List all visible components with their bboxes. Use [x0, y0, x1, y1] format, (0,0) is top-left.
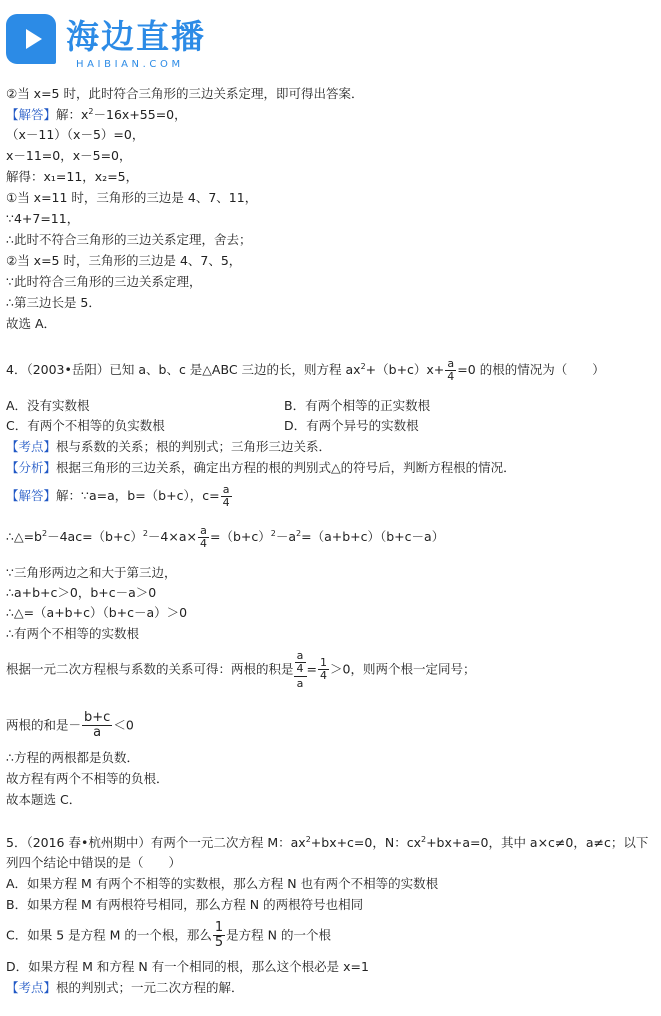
q4-option-d: D．有两个异号的实数根	[284, 418, 419, 433]
play-icon	[6, 14, 56, 64]
q4-discriminant: $\therefore\triangle=b^2-4ac=(b+c)^2-4\times a\times$ $\frac{a}{4}$ $=(b+c)^2-a^2=(a+b+c)(b+c-a)$	[6, 524, 445, 551]
q4-line: ∴a+b+c＞0，b+c－a＞0	[6, 585, 157, 600]
q3-line: ∵4+7=11，	[6, 211, 80, 226]
q3-line: x－11=0，x－5=0，	[6, 148, 132, 163]
q4-line: ∴方程的两根都是负数．	[6, 750, 139, 765]
q4-line: 故方程有两个不相等的负根．	[6, 771, 169, 786]
q4-line: ∴△=（a+b+c）（b+c－a）＞0	[6, 605, 188, 620]
q4-line: ∴有两个不相等的实数根	[6, 626, 139, 641]
q3-line: ①当 x=11 时，三角形的三边是 4、7、11，	[6, 190, 258, 205]
q5-stem: 5．（2016 春•杭州期中）有两个一元二次方程 M：$ax^2+bx+c=0$，N：$cx^2+bx+a=0$，其中 a×c≠0，a≠c；以下	[6, 835, 649, 850]
q4-line: 故本题选 C．	[6, 792, 82, 807]
q3-line: ②当 x=5 时，三角形的三边是 4、7、5，	[6, 253, 242, 268]
fraction-a-over-4: $\frac{a}{4}$	[199, 524, 207, 551]
q5-option-b: B．如果方程 M 有两根符号相同，那么方程 N 的两根符号也相同	[6, 897, 364, 912]
q5-option-c: C．如果 5 是方程 M 的一个根，那么 $\frac{1}{5}$ 是方程 N 的一个根	[6, 920, 331, 951]
q4-line: ∵三角形两边之和大于第三边，	[6, 565, 177, 580]
q4-analysis: 【分析】根据三角形的三边关系，确定出方程的根的判别式△的符号后，判断方程根的情况．	[6, 460, 516, 475]
nested-fraction: $\frac{\frac{a}{4}}{a}$	[294, 650, 307, 690]
q4-option-a: A．没有实数根	[6, 398, 90, 413]
brand-logo	[6, 8, 266, 68]
fraction-bc-over-a: $\frac{b+c}{a}$	[84, 710, 111, 741]
q3-line: 解得：x₁=11，x₂=5，	[6, 169, 139, 184]
q3-answer-line: 【解答】解：$x^2-16x+55=0$，	[6, 107, 187, 122]
q4-stem: 4．（2003•岳阳）已知 a、b、c 是△ABC 三边的长，则方程 $ax^2+(b+c)x+$ $\frac{a}{4}$ =0 的根的情况为（ ）	[6, 357, 605, 384]
q3-line: ②当 x=5 时，此时符合三角形的三边关系定理，即可得出答案．	[6, 86, 364, 101]
q4-point: 【考点】根与系数的关系；根的判别式；三角形三边关系．	[6, 439, 332, 454]
fraction-1-over-4: $\frac{1}{4}$	[320, 656, 327, 683]
q3-line: （x－11）（x－5）=0，	[6, 127, 145, 142]
fraction-a-over-4: $\frac{a}{4}$	[447, 357, 455, 384]
answer-tag: 【解答】	[6, 488, 57, 504]
q3-line: ∵此时符合三角形的三边关系定理，	[6, 274, 202, 289]
brand-name: 海边直播	[66, 17, 206, 56]
q5-option-d: D．如果方程 M 和方程 N 有一个相同的根，那么这个根必是 x=1	[6, 959, 369, 974]
brand-url: HAIBIAN.COM	[76, 59, 184, 70]
point-tag: 【考点】	[6, 439, 57, 454]
q3-line: 故选 A．	[6, 316, 57, 331]
q3-line: ∴此时不符合三角形的三边关系定理，舍去；	[6, 232, 252, 247]
q5-point: 【考点】根的判别式；一元二次方程的解．	[6, 980, 244, 995]
q4-answer-line: 【解答】解：∵a=a，b=（b+c），c= $\frac{a}{4}$	[6, 483, 230, 510]
q4-option-b: B．有两个相等的正实数根	[284, 398, 431, 413]
q5-line: 列四个结论中错误的是（ ）	[6, 855, 182, 870]
q5-option-a: A．如果方程 M 有两个不相等的实数根，那么方程 N 也有两个不相等的实数根	[6, 876, 439, 891]
analysis-tag: 【分析】	[6, 460, 57, 475]
q4-product-line: 根据一元二次方程根与系数的关系可得：两根的积是 $\frac{\frac{a}{4}}{a}$ = $\frac{1}{4}$ ＞0，则两个根一定同号；	[6, 649, 476, 691]
q4-option-c: C．有两个不相等的负实数根	[6, 418, 165, 433]
fraction-1-over-5: $\frac{1}{5}$	[214, 920, 224, 951]
q4-sum-line: 两根的和是－ $\frac{b+c}{a}$ ＜0	[6, 710, 134, 741]
fraction-a-over-4: $\frac{a}{4}$	[222, 483, 230, 510]
point-tag: 【考点】	[6, 980, 57, 995]
q3-line: ∴第三边长是 5．	[6, 295, 101, 310]
answer-tag: 【解答】	[6, 107, 57, 122]
